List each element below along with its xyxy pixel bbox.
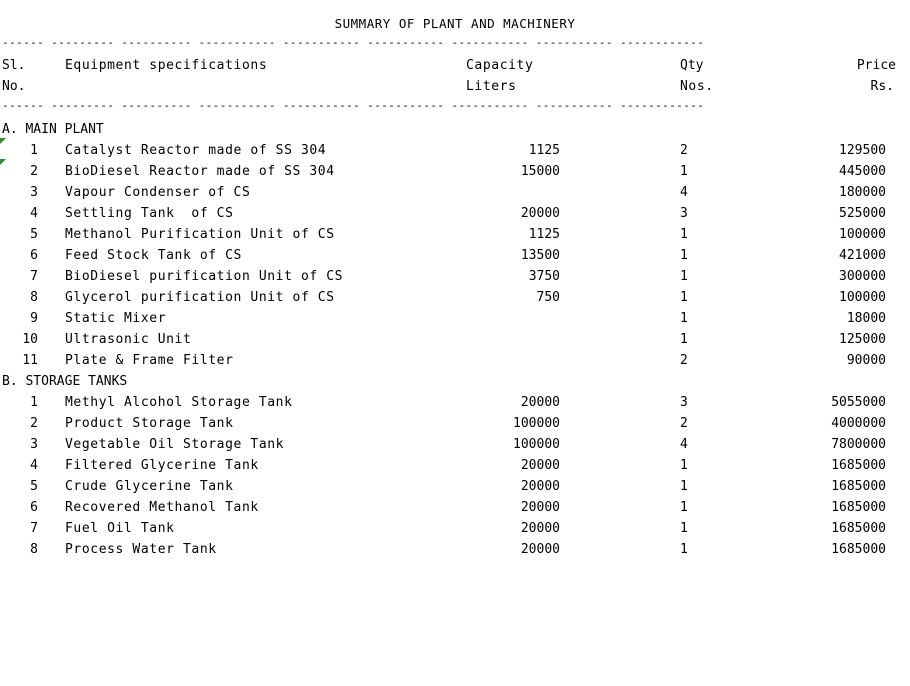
table-row — [0, 329, 910, 350]
row-price: 129500 — [839, 143, 886, 158]
row-capacity: 20000 — [520, 458, 560, 473]
header-qty: Qty — [680, 58, 704, 73]
table-row — [0, 413, 910, 434]
header-liters: Liters — [466, 79, 517, 94]
row-capacity: 20000 — [520, 395, 560, 410]
row-qty: 1 — [680, 269, 688, 284]
row-qty: 3 — [680, 206, 688, 221]
table-row — [0, 539, 910, 560]
row-no: 8 — [30, 542, 38, 557]
row-price: 1685000 — [831, 479, 886, 494]
row-no: 8 — [30, 290, 38, 305]
row-no: 7 — [30, 521, 38, 536]
row-capacity: 15000 — [520, 164, 560, 179]
comment-marker-icon — [0, 138, 6, 144]
row-description: Ultrasonic Unit — [65, 332, 192, 347]
header-separator-bottom: ------ --------- ---------- ----------- ----------- ----------- ----------- ----------- ------------ — [2, 99, 705, 112]
page-title: SUMMARY OF PLANT AND MACHINERY — [334, 16, 576, 31]
table-row — [0, 434, 910, 455]
row-qty: 4 — [680, 437, 688, 452]
table-row — [0, 350, 910, 371]
section-heading — [0, 119, 910, 140]
row-description: Vapour Condenser of CS — [65, 185, 251, 200]
row-qty: 2 — [680, 143, 688, 158]
table-row — [0, 245, 910, 266]
table-row — [0, 287, 910, 308]
row-description: Crude Glycerine Tank — [65, 479, 234, 494]
table-row — [0, 161, 910, 182]
row-no: 4 — [30, 206, 38, 221]
row-qty: 1 — [680, 521, 688, 536]
header-sl: Sl. — [2, 58, 26, 73]
row-price: 1685000 — [831, 458, 886, 473]
table-row — [0, 518, 910, 539]
row-no: 2 — [30, 416, 38, 431]
row-capacity: 100000 — [513, 416, 560, 431]
header-equipment: Equipment specifications — [65, 58, 268, 73]
row-no: 11 — [22, 353, 38, 368]
row-no: 10 — [22, 332, 38, 347]
row-capacity: 20000 — [520, 542, 560, 557]
row-description: Recovered Methanol Tank — [65, 500, 259, 515]
row-qty: 1 — [680, 479, 688, 494]
row-qty: 1 — [680, 164, 688, 179]
row-qty: 1 — [680, 542, 688, 557]
row-no: 1 — [30, 395, 38, 410]
header-separator-top: ------ --------- ---------- ----------- ----------- ----------- ----------- ----------- ------------ — [2, 36, 705, 49]
row-description: Plate & Frame Filter — [65, 353, 234, 368]
row-price: 7800000 — [831, 437, 886, 452]
row-qty: 1 — [680, 332, 688, 347]
table-row — [0, 392, 910, 413]
row-qty: 3 — [680, 395, 688, 410]
header-no: No. — [2, 79, 26, 94]
table-row — [0, 203, 910, 224]
row-price: 1685000 — [831, 521, 886, 536]
row-description: Static Mixer — [65, 311, 167, 326]
table-row — [0, 182, 910, 203]
row-capacity: 20000 — [520, 206, 560, 221]
row-capacity: 750 — [536, 290, 560, 305]
table-row — [0, 140, 910, 161]
row-capacity: 1125 — [528, 143, 560, 158]
row-qty: 4 — [680, 185, 688, 200]
row-description: Glycerol purification Unit of CS — [65, 290, 335, 305]
row-description: Catalyst Reactor made of SS 304 — [65, 143, 327, 158]
row-price: 525000 — [839, 206, 886, 221]
row-qty: 1 — [680, 500, 688, 515]
section-heading — [0, 371, 910, 392]
row-price: 421000 — [839, 248, 886, 263]
section-label: A. MAIN PLANT — [2, 122, 104, 137]
row-no: 3 — [30, 185, 38, 200]
row-price: 90000 — [846, 353, 886, 368]
header-capacity: Capacity — [466, 58, 534, 73]
row-no: 2 — [30, 164, 38, 179]
row-capacity: 100000 — [513, 437, 560, 452]
row-price: 18000 — [846, 311, 886, 326]
row-description: BioDiesel purification Unit of CS — [65, 269, 344, 284]
row-price: 125000 — [839, 332, 886, 347]
row-no: 9 — [30, 311, 38, 326]
row-qty: 1 — [680, 290, 688, 305]
row-no: 1 — [30, 143, 38, 158]
row-price: 180000 — [839, 185, 886, 200]
row-capacity: 1125 — [528, 227, 560, 242]
table-row — [0, 476, 910, 497]
row-price: 445000 — [839, 164, 886, 179]
row-qty: 1 — [680, 458, 688, 473]
row-price: 300000 — [839, 269, 886, 284]
row-capacity: 3750 — [528, 269, 560, 284]
row-description: Process Water Tank — [65, 542, 217, 557]
row-description: Methyl Alcohol Storage Tank — [65, 395, 293, 410]
row-price: 5055000 — [831, 395, 886, 410]
row-no: 5 — [30, 227, 38, 242]
table-row — [0, 308, 910, 329]
row-capacity: 13500 — [520, 248, 560, 263]
row-no: 3 — [30, 437, 38, 452]
row-qty: 1 — [680, 248, 688, 263]
row-no: 7 — [30, 269, 38, 284]
row-capacity: 20000 — [520, 521, 560, 536]
header-price: Price — [856, 58, 896, 73]
row-description: Settling Tank of CS — [65, 206, 234, 221]
header-rs: Rs. — [870, 79, 894, 94]
section-label: B. STORAGE TANKS — [2, 374, 128, 389]
row-description: Fuel Oil Tank — [65, 521, 175, 536]
table-row — [0, 455, 910, 476]
row-qty: 1 — [680, 227, 688, 242]
row-description: Filtered Glycerine Tank — [65, 458, 259, 473]
row-capacity: 20000 — [520, 479, 560, 494]
row-no: 6 — [30, 248, 38, 263]
row-price: 1685000 — [831, 542, 886, 557]
row-price: 1685000 — [831, 500, 886, 515]
row-description: BioDiesel Reactor made of SS 304 — [65, 164, 335, 179]
row-qty: 1 — [680, 311, 688, 326]
equipment-table — [0, 119, 910, 560]
row-price: 100000 — [839, 227, 886, 242]
row-no: 6 — [30, 500, 38, 515]
comment-marker-icon — [0, 159, 6, 165]
row-description: Vegetable Oil Storage Tank — [65, 437, 285, 452]
row-no: 5 — [30, 479, 38, 494]
table-row — [0, 497, 910, 518]
table-row — [0, 224, 910, 245]
row-qty: 2 — [680, 416, 688, 431]
table-row — [0, 266, 910, 287]
header-nos: Nos. — [680, 79, 714, 94]
row-price: 100000 — [839, 290, 886, 305]
row-capacity: 20000 — [520, 500, 560, 515]
row-description: Feed Stock Tank of CS — [65, 248, 242, 263]
row-description: Product Storage Tank — [65, 416, 234, 431]
row-price: 4000000 — [831, 416, 886, 431]
row-description: Methanol Purification Unit of CS — [65, 227, 335, 242]
row-qty: 2 — [680, 353, 688, 368]
row-no: 4 — [30, 458, 38, 473]
